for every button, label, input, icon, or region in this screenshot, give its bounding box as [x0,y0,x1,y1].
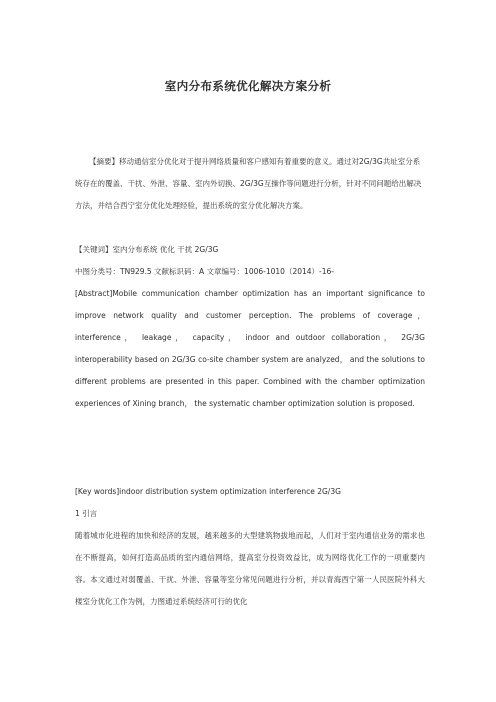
keywords-english: [Key words]indoor distribution system optimization interference 2G/3G [75,487,341,496]
intro-paragraph: 随着城市化进程的加快和经济的发展，越来越多的大型建筑物拔地而起，人们对于室内通信业务的需求也在不断提高，如何打造高品质的室内通信网络，提高室分投资效益比，成为网络优化工作的一项重要内容。本文通过对弱覆盖、干扰、外泄、容量等室分常见问题进行分析，并以青海西宁第一人民医院外科大楼室分优化工作为例，力图通过系统经济可行的优化 [75,531,425,606]
classification-line: 中图分类号：TN929.5 文献标识码：A 文章编号：1006-1010（2014）-16- [75,267,334,276]
keywords-chinese: 【关键词】室内分布系统 优化 干扰 2G/3G [75,245,219,254]
abstract-english: [Abstract]Mobile communication chamber optimization has an important significance to improve network quality and customer perception. The problems of coverage， interference， leakage， capacity， indoor and outdoor collaboration， 2G/3G interoperability based on 2G/3G co-site chamber system are analyzed， and the solutions to different problems are presented in this paper. Combined with the chamber optimization experiences of Xining branch， the systematic chamber optimization solution is proposed. [75,289,425,408]
section-heading: 1 引言 [75,509,98,518]
document-title: 室内分布系统优化解决方案分析 [164,79,332,93]
abstract-chinese: 【摘要】移动通信室分优化对于提升网络质量和客户感知有着重要的意义。通过对2G/3G共址室分系统存在的覆盖、干扰、外泄、容量、室内外切换、2G/3G互操作等问题进行分析，针对不同问题给出解决方法，并结合西宁室分优化处理经验，提出系统的室分优化解决方案。 [75,157,422,210]
